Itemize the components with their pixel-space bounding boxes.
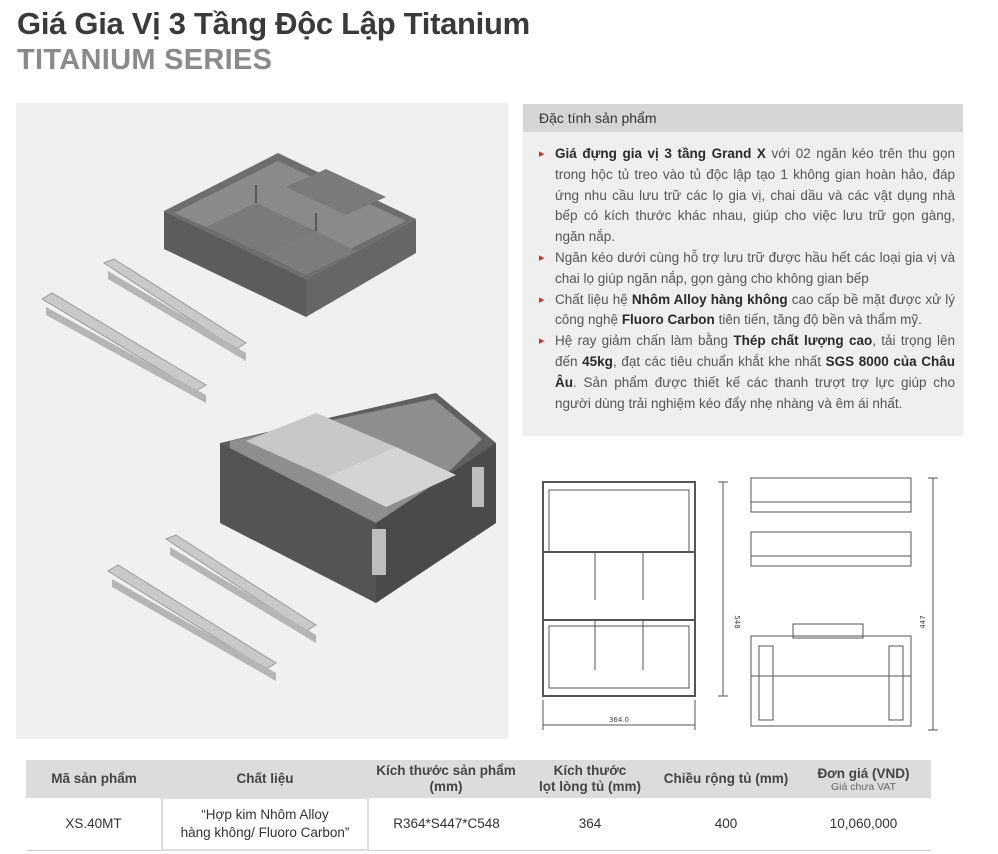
features-heading: Đặc tính sản phẩm (523, 104, 963, 132)
product-photo (16, 103, 508, 739)
cell-material: “Hợp kim Nhôm Alloy hàng không/ Fluoro Carbon” (162, 798, 368, 850)
product-spec-table (26, 760, 931, 851)
cell-code: XS.40MT (26, 798, 162, 850)
col-header-price: Đơn giá (VND) Giá chưa VAT (796, 760, 931, 798)
dimension-width-label: 364.0 (608, 716, 630, 724)
upper-rail-image (42, 259, 246, 403)
side-view-drawing (751, 478, 938, 730)
bottom-drawer-image (220, 393, 496, 603)
cell-price: 10,060,000 (796, 798, 931, 850)
feature-item: ▸ Ngăn kéo dưới cùng hỗ trợ lưu trữ được hầu hết các loại gia vị và chai lọ giúp ngăn nắp, gọn gàng cho không gian bếp (537, 248, 955, 290)
front-view-drawing (543, 482, 728, 730)
col-header-fit: Kích thước lọt lòng tủ (mm) (524, 760, 656, 798)
table-header-row (26, 760, 931, 798)
dimension-height-front-label: 548 (733, 615, 741, 629)
cell-fit: 364 (524, 798, 656, 850)
product-features-panel (523, 104, 963, 436)
cell-size: R364*S447*C548 (368, 798, 524, 850)
dimension-height-side-label: 447 (919, 615, 927, 629)
feature-item: ▸ Chất liệu hệ Nhôm Alloy hàng không cao cấp bề mặt được xử lý công nghệ Fluoro Carbon tiên tiến, tăng độ bền và thẩm mỹ. (537, 290, 955, 332)
feature-item: ▸ Giá đựng gia vị 3 tầng Grand X với 02 ngăn kéo trên thu gọn trong hộc tủ treo vào tủ độc lập tạo 1 không gian hoàn hảo, đáp ứng nhu cầu lưu trữ các lọ gia vị, chai dầu và các vật dụng nhà bếp có kích thước khác nhau, giúp cho việc lưu trữ gọn gàng, ngăn nắp. (537, 144, 955, 248)
table-row (26, 798, 931, 850)
col-header-cabinet: Chiều rộng tủ (mm) (656, 760, 796, 798)
technical-drawing (523, 460, 963, 745)
col-header-material: Chất liệu (162, 760, 368, 798)
feature-item: ▸ Hệ ray giảm chấn làm bằng Thép chất lượng cao, tải trọng lên đến 45kg, đạt các tiêu chuẩn khắt khe nhất SGS 8000 của Châu Âu. Sản phẩm được thiết kế các thanh trượt trợ lực giúp cho người dùng trải nghiệm kéo đẩy nhẹ nhàng và êm ái nhất. (537, 331, 955, 414)
series-subtitle: TITANIUM SERIES (17, 44, 273, 76)
col-header-size: Kích thước sản phẩm (mm) (368, 760, 524, 798)
features-list (523, 132, 963, 414)
lower-rail-image (108, 535, 316, 681)
col-header-code: Mã sản phẩm (26, 760, 162, 798)
page-title: Giá Gia Vị 3 Tầng Độc Lập Titanium (17, 6, 530, 41)
cell-cabinet: 400 (656, 798, 796, 850)
top-tray-image (164, 153, 416, 317)
